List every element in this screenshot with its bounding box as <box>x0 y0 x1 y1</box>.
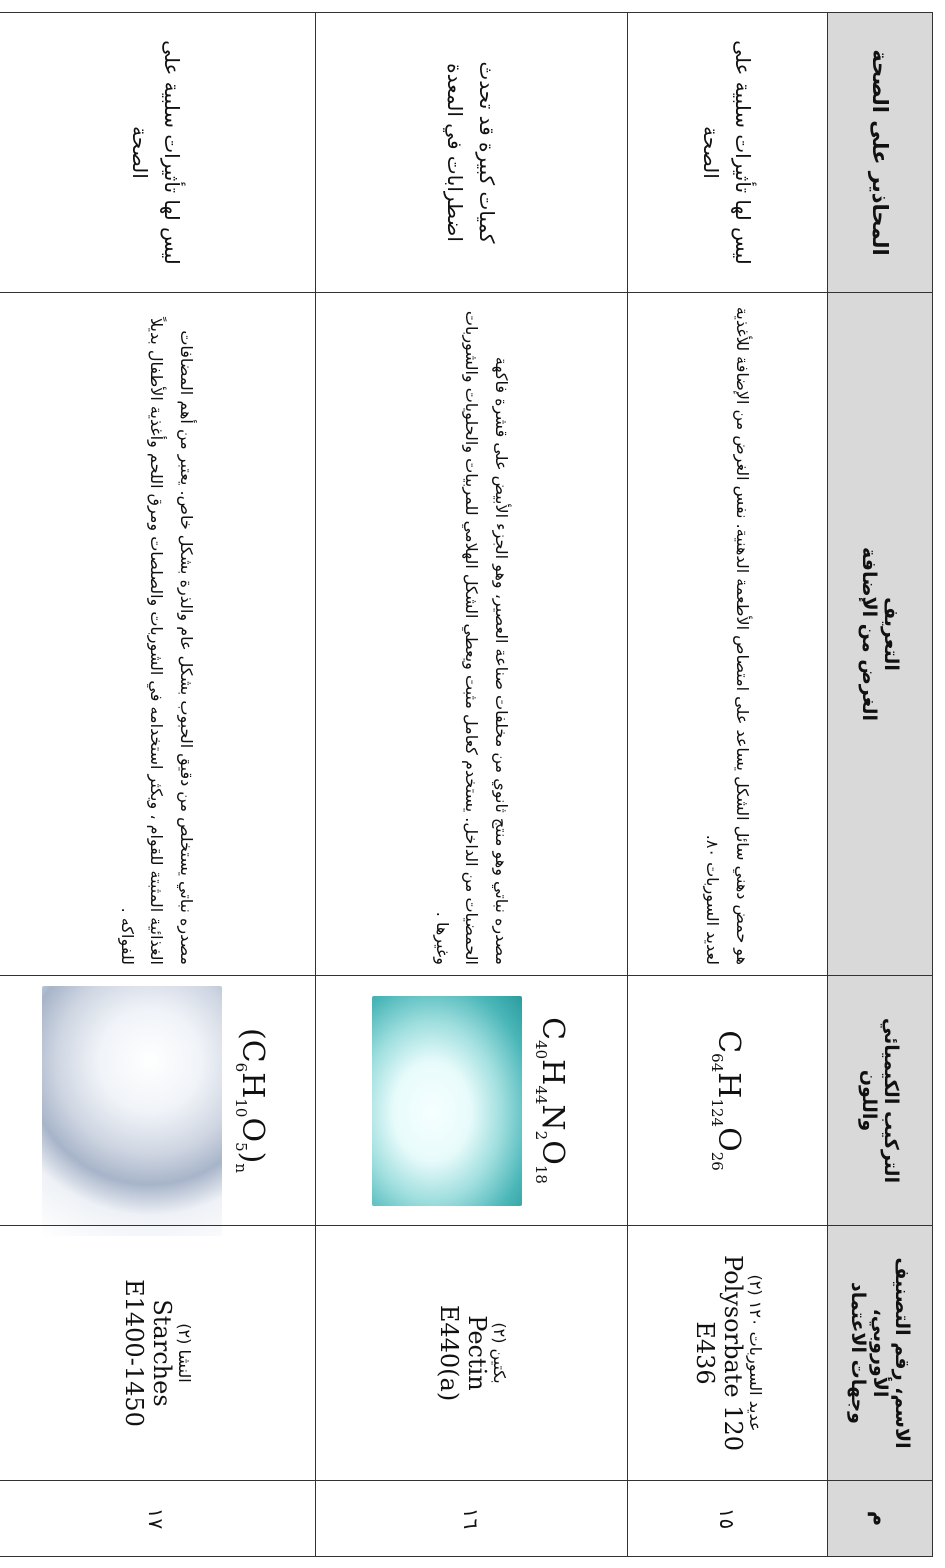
chemical-formula: $(C_6H_{10}O_5)_n$ <box>232 1027 271 1174</box>
header-name <box>828 1226 933 1481</box>
additive-name-en: Polysorbate 120 <box>718 1254 747 1452</box>
starch-powder-image <box>43 986 223 1236</box>
table-row <box>0 13 316 1557</box>
additive-name-en: Starches <box>147 1299 176 1407</box>
header-num: م <box>828 1481 933 1557</box>
formula-cell <box>316 976 628 1226</box>
additive-name-cell <box>628 1226 828 1481</box>
definition-cell: مصدره نباتي يستخلص من دقيق الحبوب بشكل عام والذرة بشكل خاص. يعتبر من أهم المضافات الغذائية المثبتة للقوام ، ويكثر استخدامه في الشوربات والصلصات ومرق اللحم وأغذية الأطفال بديلاً للفواكه . <box>0 293 316 976</box>
table-row <box>628 13 828 1557</box>
header-def-line1: التعريف <box>880 597 902 671</box>
chemical-formula: $C_{64}H_{124}O_{26}$ <box>708 1030 747 1171</box>
definition-cell: مصدره نباتي وهو منتج ثانوي من مخلفات صناعة العصير، وهو الجزء الأبيض على قشرة فاكهة الحمضيات من الداخل. يستخدم كعامل مثبت ويعطي الشكل الهلامي للمربيات والحلويات والشوربات وغيرها . <box>316 293 628 976</box>
formula-cell <box>628 976 828 1226</box>
additive-ecode: E440(a) <box>435 1304 464 1402</box>
row-number: ١٧ <box>0 1481 316 1557</box>
header-row <box>828 13 933 1557</box>
warning-cell: ليس لها تأثيرات سلبية على الصحة <box>628 13 828 293</box>
header-name-line1: الاسم، رقم التصنيف الأوروبي، <box>869 1257 913 1449</box>
warning-cell: كميات كبيرة قد تحدث اضطرابات في المعدة <box>316 13 628 293</box>
additive-name-ar: بكتين (٢) <box>490 1322 510 1384</box>
row-number: ١٥ <box>628 1481 828 1557</box>
header-formula-line2: واللون <box>858 1069 880 1132</box>
additive-name-cell <box>316 1226 628 1481</box>
chemical-formula: $C_{40}H_{44}N_2O_{18}$ <box>532 1017 571 1184</box>
warning-cell: ليس لها تأثيرات سلبية على الصحة <box>0 13 316 293</box>
additive-name-ar: النشا (٢) <box>175 1323 195 1383</box>
header-def-line2: الغرض من الإضافة <box>858 547 880 721</box>
header-formula-line1: التركيب الكيميائي <box>880 1017 902 1184</box>
formula-cell <box>0 976 316 1226</box>
header-formula <box>828 976 933 1226</box>
additives-table <box>0 12 933 1557</box>
additive-name-cell <box>0 1226 316 1481</box>
additive-ecode: E436 <box>691 1321 720 1385</box>
additive-name-ar: عديد السوربات ١٢٠ (٢) <box>746 1274 766 1432</box>
header-definition <box>828 293 933 976</box>
table-row <box>316 13 628 1557</box>
header-warning: المحاذير على الصحة <box>828 13 933 293</box>
row-number: ١٦ <box>316 1481 628 1557</box>
additive-name-en: Pectin <box>462 1315 491 1391</box>
additive-ecode: E1400-1450 <box>120 1279 149 1427</box>
header-name-line2: وجهات الاعتماد <box>847 1282 869 1424</box>
definition-cell: هو حمض دهني سائل الشكل يساعد على امتصاص الأطعمة الدهنية. نفس الغرض من الإضافة للأغذية لعديد السوربات ٨٠. <box>628 293 828 976</box>
pectin-powder-image <box>373 996 523 1206</box>
